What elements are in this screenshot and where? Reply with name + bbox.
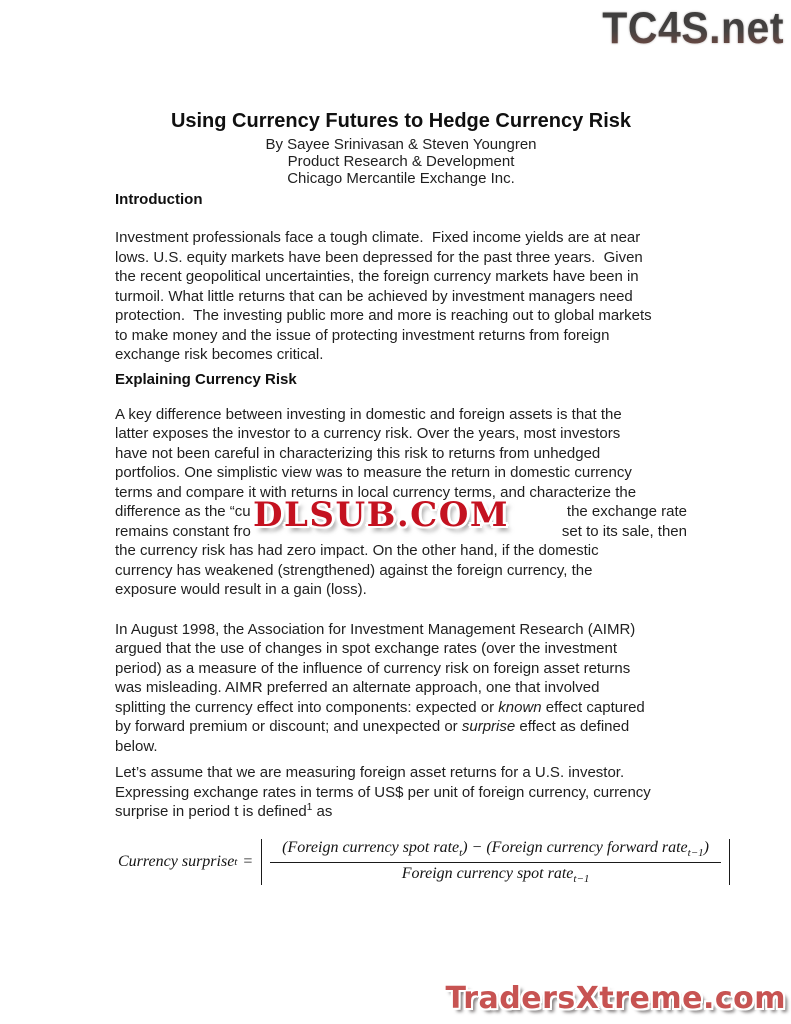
- paragraph-aimr: [115, 620, 687, 757]
- formula-fraction: [266, 838, 725, 886]
- byline: [115, 136, 687, 187]
- text-line: protection. The investing public more and more is reaching out to global markets: [115, 307, 652, 324]
- formula-numerator: [270, 839, 721, 863]
- text-line: by forward premium or discount; and unexpected or surprise effect as defined: [115, 718, 630, 735]
- paragraph-assumption: [115, 763, 687, 822]
- text-line: surprise in period t is defined$^1$ as: [115, 802, 333, 820]
- numerator-spot-sub: t: [459, 846, 463, 859]
- currency-surprise-formula: [118, 838, 709, 886]
- text-line: splitting the currency effect into components: expected or known effect captured: [115, 698, 645, 716]
- paragraph-introduction: [115, 228, 687, 365]
- numerator-close-paren: ): [703, 838, 709, 856]
- text-line: Chicago Mercantile Exchange Inc.: [287, 170, 515, 187]
- watermark-tradersxtreme: TradersXtreme.com: [445, 981, 786, 1016]
- denominator-sub: t−1: [573, 872, 590, 885]
- text-line: terms and compare it with returns in local currency terms, and characterize the: [115, 483, 637, 501]
- text-line: portfolios. One simplistic view was to measure the return in domestic currency: [115, 464, 632, 481]
- text-line: exchange risk becomes critical.: [115, 346, 324, 363]
- formula-lhs-text: Currency surprise: [118, 852, 235, 870]
- text-line: the recent geopolitical uncertainties, the foreign currency markets have been in: [115, 268, 639, 285]
- left-bracket: [261, 839, 262, 885]
- text-line: turmoil. What little returns that can be achieved by investment managers need: [115, 287, 633, 305]
- text-line: below.: [115, 737, 158, 755]
- text-line: Investment professionals face a tough climate. Fixed income yields are at near: [115, 229, 641, 246]
- formula-lhs: [118, 838, 261, 886]
- right-bracket: [729, 839, 730, 885]
- text-line: the currency risk has had zero impact. On the other hand, if the domestic: [115, 542, 599, 559]
- equals-sign: =: [242, 852, 254, 870]
- text-line: A key difference between investing in domestic and foreign assets is that the: [115, 405, 622, 423]
- text-line: difference as the “cu the exchange rate: [115, 503, 687, 520]
- watermark-tc4s: TC4S.net: [602, 3, 784, 53]
- watermark-dlsub: DLSUB.COM: [253, 495, 509, 535]
- page-title: Using Currency Futures to Hedge Currency Risk: [170, 110, 632, 132]
- numerator-spot-term: (Foreign currency spot rate: [282, 838, 460, 856]
- heading-explaining-currency-risk: Explaining Currency Risk: [115, 370, 297, 388]
- text-line: remains constant fro set to its sale, then: [115, 522, 687, 540]
- heading-introduction: Introduction: [115, 191, 203, 208]
- numerator-forward-sub: t−1: [687, 846, 704, 859]
- text-line: was misleading. AIMR preferred an alternate approach, one that involved: [115, 679, 600, 696]
- text-line: have not been careful in characterizing this risk to returns from unhedged: [115, 444, 601, 462]
- text-line: currency has weakened (strengthened) against the foreign currency, the: [115, 561, 593, 579]
- text-line: exposure would result in a gain (loss).: [115, 581, 367, 598]
- denominator-term: Foreign currency spot rate: [401, 864, 574, 882]
- text-line: Let’s assume that we are measuring foreign asset returns for a U.S. investor.: [115, 764, 625, 781]
- formula-denominator: [402, 863, 590, 885]
- text-line: In August 1998, the Association for Investment Management Research (AIMR): [115, 620, 636, 638]
- text-line: period) as a measure of the influence of currency risk on foreign asset returns: [115, 659, 631, 677]
- formula-lhs-subscript: t: [234, 855, 238, 868]
- text-line: lows. U.S. equity markets have been depressed for the past three years. Given: [115, 248, 643, 266]
- text-line: By Sayee Srinivasan & Steven Youngren: [265, 136, 537, 153]
- text-line: argued that the use of changes in spot exchange rates (over the investment: [115, 640, 617, 657]
- text-line: Expressing exchange rates in terms of US$ per unit of foreign currency, currency: [115, 783, 651, 801]
- text-line: latter exposes the investor to a currency risk. Over the years, most investors: [115, 425, 621, 442]
- text-line: Product Research & Development: [287, 153, 515, 170]
- numerator-forward-term: ) − (Foreign currency forward rate: [462, 838, 688, 856]
- text-line: to make money and the issue of protecting investment returns from foreign: [115, 326, 610, 344]
